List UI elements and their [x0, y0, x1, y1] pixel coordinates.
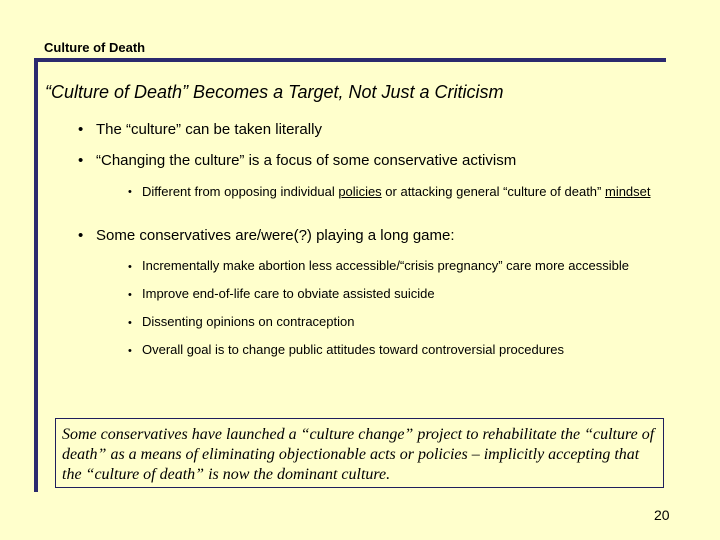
bullet-dot: • — [78, 121, 84, 138]
sub-bullet-item — [128, 314, 354, 329]
sub-bullet-text: Dissenting opinions on contraception — [142, 314, 355, 329]
sub-bullet-text: Overall goal is to change public attitudes toward controversial procedures — [142, 342, 565, 357]
left-rule — [34, 58, 38, 492]
bullet-dot: • — [128, 261, 132, 273]
policies-link[interactable]: policies — [338, 184, 382, 199]
header-label: Culture of Death — [44, 40, 146, 55]
bullet-text: Some conservatives are/were(?) playing a long game: — [96, 227, 455, 244]
bullet-item — [78, 121, 322, 138]
sub-text-pre: Different from opposing individual — [142, 184, 339, 199]
mindset-link[interactable]: mindset — [604, 184, 651, 199]
sub-bullet-item — [128, 184, 668, 200]
sub-bullet-text: Incrementally make abortion less accessible/“crisis pregnancy” care more accessible — [142, 258, 629, 273]
slide-title: “Culture of Death” Becomes a Target, Not Just a Criticism — [45, 82, 504, 102]
bullet-text: The “culture” can be taken literally — [96, 121, 322, 138]
bullet-dot: • — [78, 152, 84, 169]
bullet-item — [78, 227, 455, 244]
sub-bullet-text — [142, 184, 668, 200]
bullet-text: “Changing the culture” is a focus of some conservative activism — [96, 152, 517, 169]
sub-bullet-item — [128, 342, 564, 357]
bullet-dot: • — [128, 345, 132, 357]
sub-bullet-item — [128, 286, 435, 301]
bullet-dot: • — [128, 186, 132, 198]
callout-box: Some conservatives have launched a “culture change” project to rehabilitate the “culture of death” as a means of eliminating objectionable acts or policies – implicitly accepting that the “culture of death” is now the dominant culture. — [55, 418, 664, 488]
sub-bullet-item — [128, 258, 629, 273]
bullet-dot: • — [128, 317, 132, 329]
sub-bullet-text: Improve end-of-life care to obviate assisted suicide — [142, 286, 435, 301]
bullet-item — [78, 152, 516, 169]
header-rule — [34, 58, 666, 62]
page-number: 20 — [654, 507, 670, 523]
bullet-dot: • — [78, 227, 84, 244]
sub-text-mid: or attacking general “culture of death” — [381, 184, 605, 199]
bullet-dot: • — [128, 289, 132, 301]
